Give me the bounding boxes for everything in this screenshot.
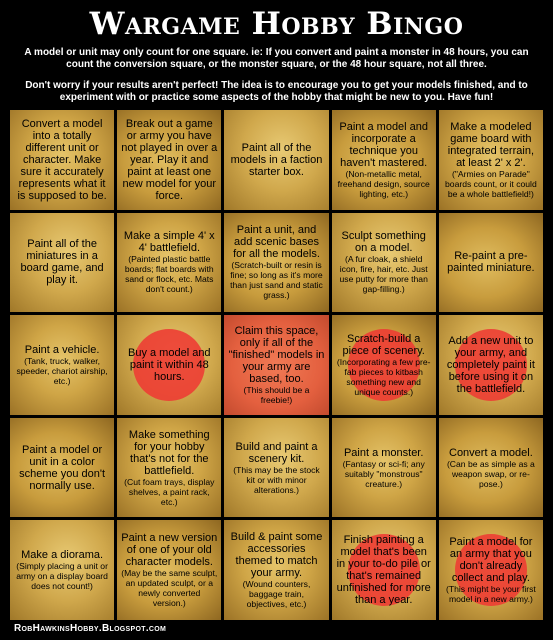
bingo-grid xyxy=(10,110,543,620)
bingo-square-free-space xyxy=(224,315,328,415)
square-note: (This may be the stock kit or with minor alterations.) xyxy=(233,464,320,495)
square-task: Convert a model into a totally different unit or character. Make sure it accurately represents what it is supposed to be. xyxy=(17,117,107,202)
square-task: Paint a model and incorporate a technique you haven't mastered. xyxy=(339,120,429,169)
square-note: (Fantasy or sci-fi; any suitably "monstrous" creature.) xyxy=(342,458,425,489)
bingo-square xyxy=(117,520,221,620)
square-note: (Painted plastic battle boards; flat boards with sand or flock, etc. Mats don't count.) xyxy=(124,254,214,295)
square-task: Paint a model or unit in a color scheme you don't normally use. xyxy=(19,443,106,492)
bingo-square xyxy=(224,418,328,518)
rules-note: A model or unit may only count for one square. ie: If you convert and paint a monster in 48 hours, you can count the conversion square, or the monster square, or the 48 hour square, not all three. xyxy=(24,47,529,70)
square-task: Convert a model. xyxy=(449,446,533,459)
square-task: Build & paint some accessories themed to match your army. xyxy=(230,531,323,580)
square-task: Break out a game or army you have not played in over a year. Play it and paint at least one new model for your force. xyxy=(121,117,218,202)
bingo-square xyxy=(332,520,436,620)
bingo-square xyxy=(439,213,543,313)
square-task: Build and paint a scenery kit. xyxy=(235,440,318,465)
square-note: (Can be as simple as a weapon swap, or re-pose.) xyxy=(446,458,535,489)
bingo-square xyxy=(332,110,436,210)
square-note: (Incorporating a few pre-fab pieces to kitbash something new and unique counts.) xyxy=(336,356,431,397)
square-note: (Cut foam trays, display shelves, a paint rack, etc.) xyxy=(124,476,215,507)
bingo-square xyxy=(10,520,114,620)
bingo-square xyxy=(332,315,436,415)
page-title: Wargame Hobby Bingo xyxy=(89,6,464,42)
bingo-square xyxy=(10,418,114,518)
square-task: Make a diorama. xyxy=(21,549,104,562)
bingo-square xyxy=(117,315,221,415)
square-task: Paint a new version of one of your old character models. xyxy=(121,532,218,569)
square-task: Finish painting a model that's been in your to-do pile or that's remained unfinished for more than a year. xyxy=(336,534,431,607)
bingo-square xyxy=(332,213,436,313)
square-task: Make something for your hobby that's not for the battlefield. xyxy=(128,428,210,477)
square-note: (Simply placing a unit or army on a display board does not count!) xyxy=(16,561,108,592)
square-note: (Non-metallic metal, freehand design, source lighting, etc.) xyxy=(337,168,430,199)
square-task: Paint all of the miniatures in a board game, and play it. xyxy=(20,238,104,287)
square-task: Paint a model for an army that you don't already collect and play. xyxy=(449,536,533,585)
square-task: Make a modeled game board with integrated terrain, at least 2' x 2'. xyxy=(447,120,534,169)
encouragement-note: Don't worry if your results aren't perfect! The idea is to encourage you to get your models finished, and to experiment with or practice some aspects of the hobby that might be new to you. Have fun! xyxy=(25,80,528,103)
bingo-square xyxy=(224,110,328,210)
square-task: Make a simple 4' x 4' battlefield. xyxy=(123,230,215,255)
square-task: Paint all of the models in a faction starter box. xyxy=(230,141,323,178)
square-task: Add a new unit to your army, and completely paint it before using it on the battlefield. xyxy=(446,334,535,395)
bingo-square xyxy=(332,418,436,518)
square-note: ("Armies on Parade" boards count, or it could be a whole battlefield!) xyxy=(445,168,537,199)
square-note: (May be the same sculpt, an updated sculpt, or a newly converted version.) xyxy=(121,568,218,609)
square-task: Paint a vehicle. xyxy=(24,343,100,356)
bingo-square xyxy=(439,315,543,415)
square-note: (This should be a freebie!) xyxy=(243,384,310,405)
square-task: Paint a monster. xyxy=(343,446,424,459)
square-note: (This might be your first model in a new army.) xyxy=(446,584,536,605)
square-task: Claim this space, only if all of the "finished" models in your army are based, too. xyxy=(228,324,325,385)
site-credit: RobHawkinsHobby.Blogspot.com xyxy=(14,623,167,634)
square-task: Buy a model and paint it within 48 hours. xyxy=(128,346,211,383)
bingo-square xyxy=(439,110,543,210)
square-note: (Tank, truck, walker, speeder, chariot airship, etc.) xyxy=(16,355,108,386)
bingo-square xyxy=(224,213,328,313)
bingo-square xyxy=(117,418,221,518)
square-task: Paint a unit, and add scenic bases for all the models. xyxy=(233,224,320,261)
bingo-square xyxy=(10,110,114,210)
bingo-square xyxy=(117,213,221,313)
square-task: Sculpt something on a model. xyxy=(341,230,426,255)
bingo-square xyxy=(439,520,543,620)
bingo-square xyxy=(117,110,221,210)
square-note: (Wound counters, baggage train, objectives, etc.) xyxy=(242,579,311,610)
square-note: (A fur cloak, a shield icon, fire, hair, etc. Just use putty for more than gap-filling.) xyxy=(339,254,428,295)
square-note: (Scratch-built or resin is fine; so long as it's more than just sand and static grass.) xyxy=(230,260,323,301)
square-task: Re-paint a pre-painted miniature. xyxy=(447,250,535,275)
square-task: Scratch-build a piece of scenery. xyxy=(342,332,425,357)
bingo-square xyxy=(439,418,543,518)
bingo-square xyxy=(10,213,114,313)
bingo-square xyxy=(10,315,114,415)
bingo-square xyxy=(224,520,328,620)
